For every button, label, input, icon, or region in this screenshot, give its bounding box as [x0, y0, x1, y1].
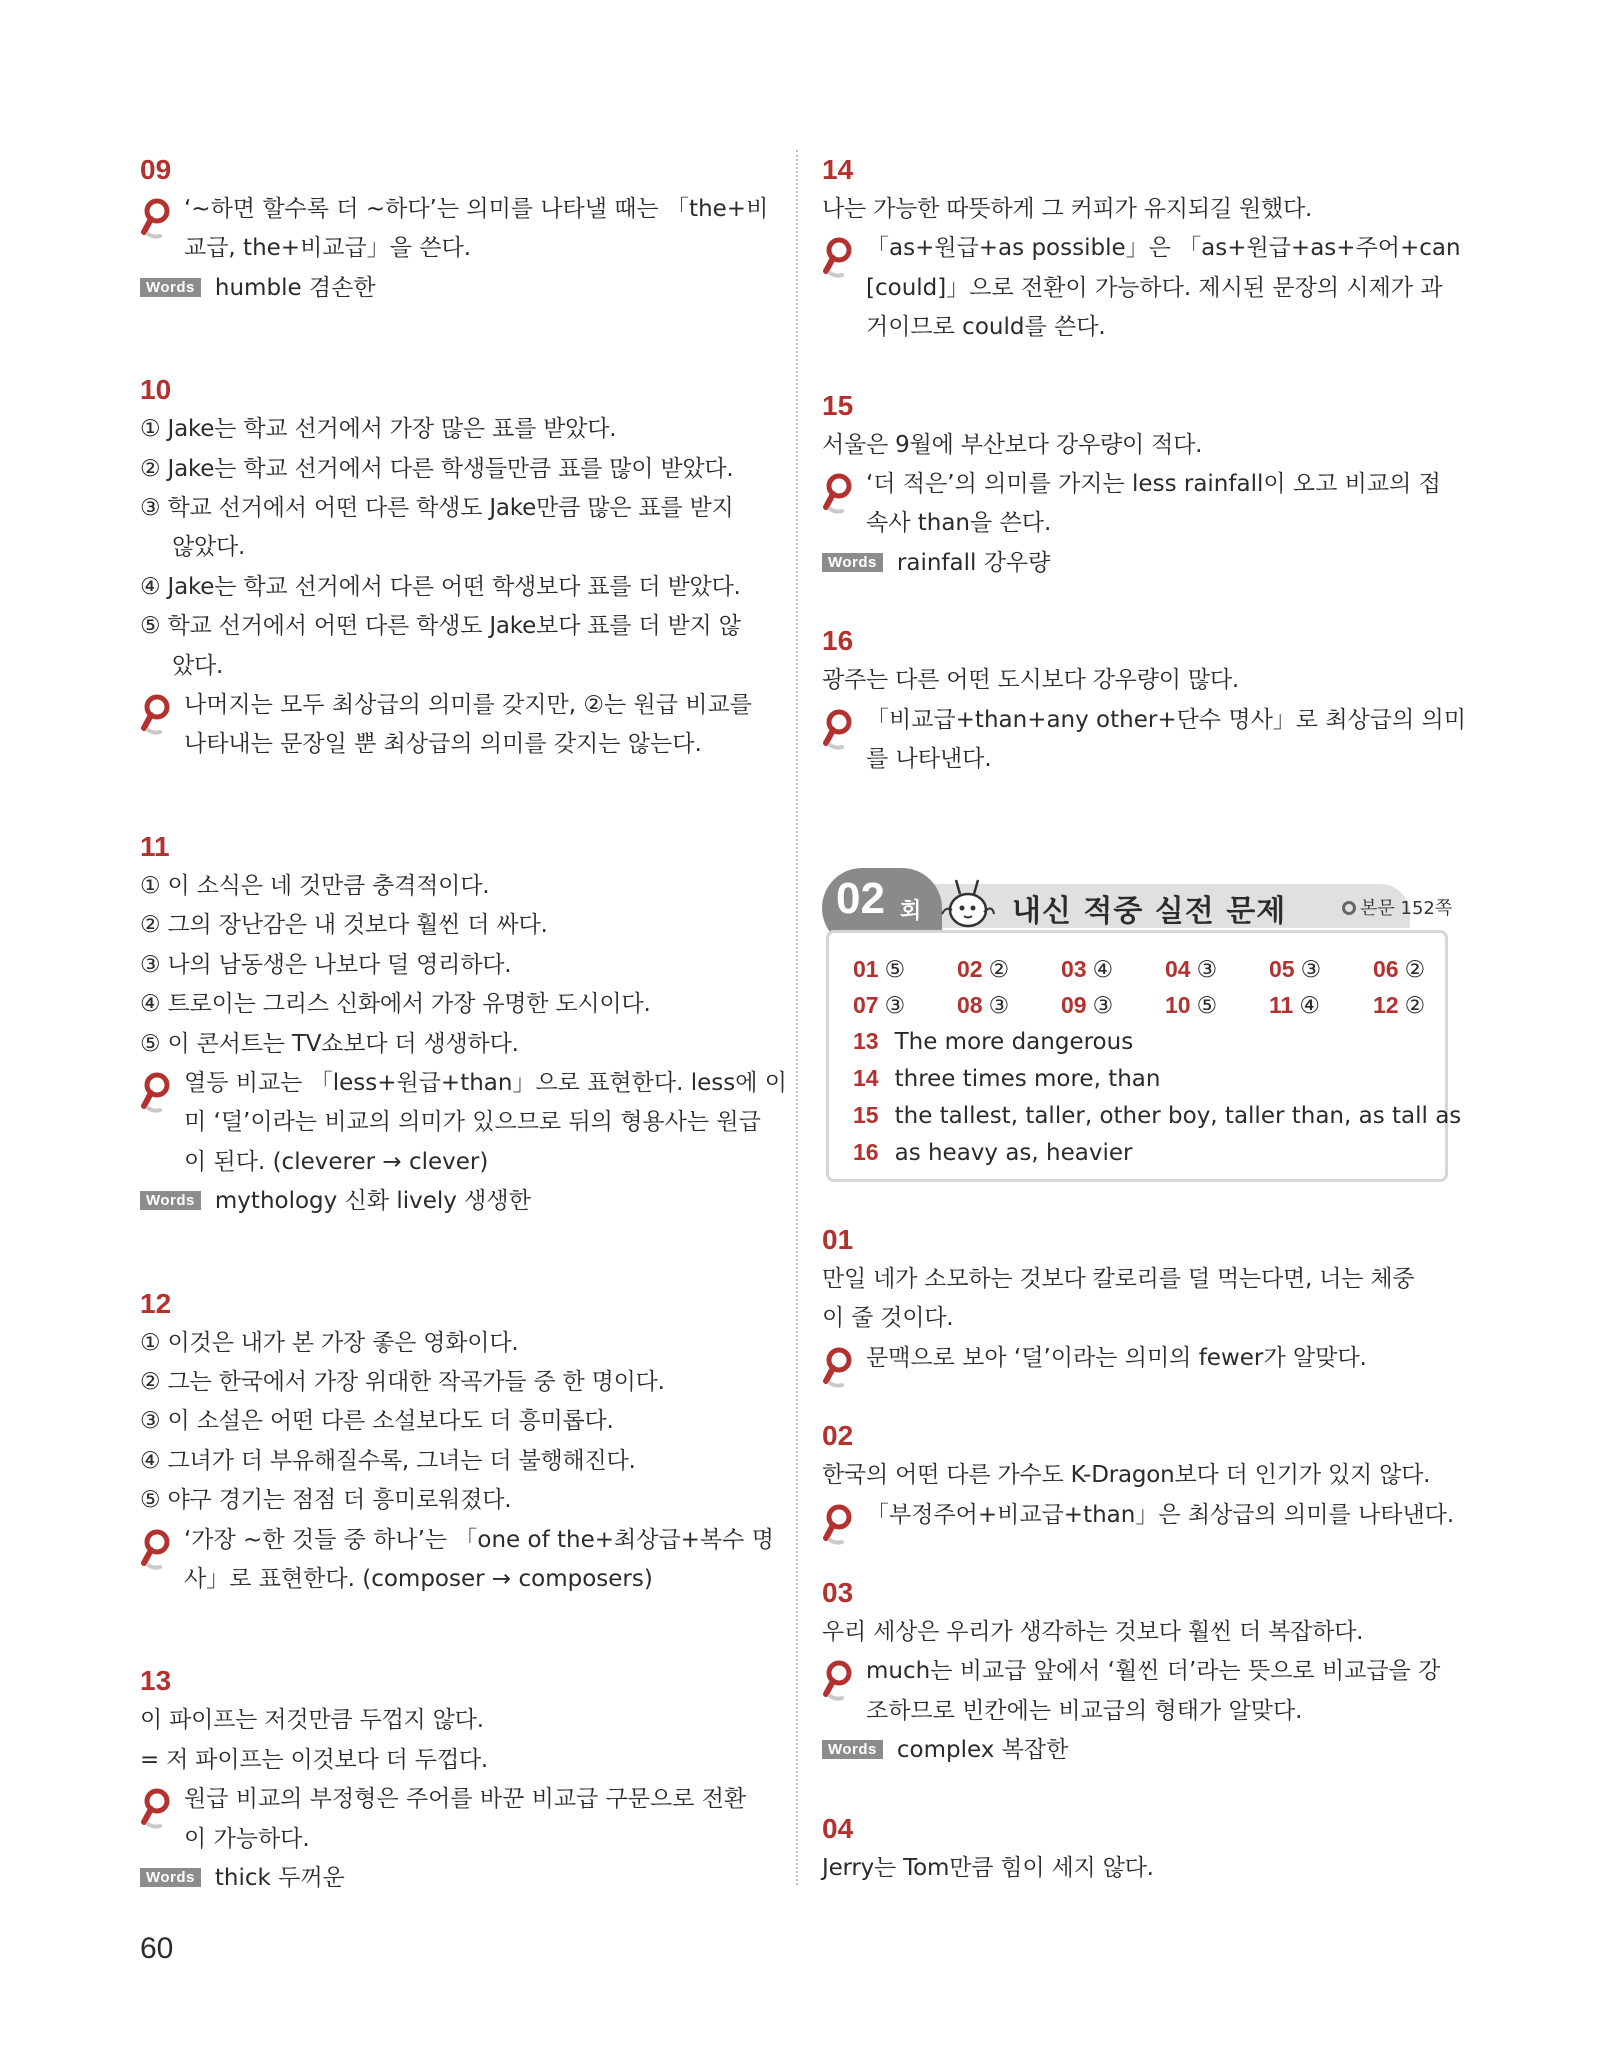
- explanation-line: much는 비교급 앞에서 ‘훨씬 더’라는 뜻으로 비교급을 강: [866, 1658, 1441, 1685]
- answer-value: three times more, than: [894, 1066, 1161, 1092]
- translation-line: ③ 나의 남동생은 나보다 덜 영리하다.: [140, 951, 512, 978]
- answer-number: 03: [1061, 956, 1087, 982]
- answer-value: as heavy as, heavier: [894, 1140, 1133, 1166]
- section-title: 내신 적중 실전 문제: [1012, 894, 1287, 929]
- answer-value: the tallest, taller, other boy, taller than, as tall as: [894, 1103, 1462, 1129]
- question-q10: [140, 370, 772, 765]
- question-q15: [822, 386, 1454, 584]
- translation-line: 나는 가능한 따뜻하게 그 커피가 유지되길 원했다.: [822, 196, 1313, 222]
- translation-line: ④ 그녀가 더 부유해질수록, 그녀는 더 불행해진다.: [140, 1447, 636, 1474]
- words-vocab: [822, 1731, 1454, 1770]
- answer-value: ③: [1092, 993, 1114, 1019]
- translation-line: ① 이 소식은 네 것만큼 충격적이다.: [140, 872, 490, 899]
- left-column: [140, 150, 787, 1898]
- question-q16: [822, 621, 1466, 779]
- answer-number: 16: [853, 1139, 879, 1165]
- answer-number: 05: [1269, 956, 1295, 982]
- question-q12: [140, 1284, 772, 1600]
- explanation-line: 「비교급+than+any other+단수 명사」로 최상급의 의미: [866, 706, 1466, 733]
- answer-number: 11: [1269, 992, 1294, 1018]
- words-badge: Words: [140, 1191, 201, 1210]
- answer-number: 01: [853, 956, 879, 982]
- words-vocab: [822, 544, 1454, 583]
- answer-item: [853, 951, 905, 988]
- magnifier-icon: [822, 1347, 856, 1391]
- translation-line: ② Jake는 학교 선거에서 다른 학생들만큼 표를 많이 받았다.: [140, 455, 734, 482]
- vocab-text: thick 두꺼운: [214, 1865, 345, 1891]
- explanation-line: 조하므로 빈칸에는 비교급의 형태가 알맞다.: [866, 1697, 1303, 1724]
- words-badge: Words: [140, 278, 201, 297]
- answer-number: 07: [853, 992, 879, 1018]
- column-divider: [796, 150, 798, 1885]
- question-number: 16: [822, 625, 854, 657]
- question-q09: [140, 150, 772, 308]
- translation-line: ④ Jake는 학교 선거에서 다른 어떤 학생보다 표를 더 받았다.: [140, 573, 741, 600]
- answer-long-item: [853, 1023, 1433, 1060]
- vocab-text: mythology 신화 lively 생생한: [214, 1188, 531, 1215]
- question-number: 01: [822, 1224, 854, 1255]
- translation-line: ③ 이 소설은 어떤 다른 소설보다도 더 흥미롭다.: [140, 1408, 614, 1435]
- explanation-note: [822, 1496, 1454, 1535]
- words-vocab: [140, 1182, 772, 1221]
- answer-item: [1061, 987, 1113, 1024]
- translation-line: ④ 트로이는 그리스 신화에서 가장 유명한 도시이다.: [140, 991, 651, 1018]
- answer-row: [853, 951, 1433, 987]
- words-vocab: [140, 269, 772, 308]
- explanation-line: 문맥으로 보아 ‘덜’이라는 의미의 fewer가 알맞다.: [866, 1344, 1367, 1371]
- magnifier-icon: [140, 1788, 174, 1832]
- answer-value: ④: [1092, 957, 1114, 983]
- translation-line: ① Jake는 학교 선거에서 가장 많은 표를 받았다.: [140, 416, 617, 443]
- translation-line: 않았다.: [172, 534, 246, 561]
- answer-number: 13: [853, 1028, 879, 1054]
- explanation-note: [822, 701, 1466, 780]
- answer-value: ④: [1299, 993, 1320, 1019]
- question-number: 15: [822, 389, 854, 421]
- answer-value: ②: [1404, 957, 1426, 983]
- section-number-suffix: 회: [900, 899, 922, 924]
- answer-item: [957, 987, 1009, 1024]
- translation-line: 서울은 9월에 부산보다 강우량이 적다.: [822, 431, 1203, 458]
- translation-line: ① 이것은 내가 본 가장 좋은 영화이다.: [140, 1329, 519, 1356]
- section-number: 02: [836, 874, 885, 923]
- question-s01: [822, 1220, 1454, 1378]
- magnifier-icon: [822, 237, 856, 281]
- question-number: 10: [140, 374, 172, 406]
- magnifier-icon: [140, 198, 174, 242]
- explanation-line: 나타내는 문장일 뿐 최상급의 의미를 갖지는 않는다.: [184, 731, 702, 758]
- question-number: 13: [140, 1665, 172, 1697]
- magnifier-icon: [822, 709, 856, 753]
- translation-line: = 저 파이프는 이것보다 더 두껍다.: [140, 1746, 488, 1773]
- explanation-line: 속사 than을 쓴다.: [866, 510, 1052, 537]
- page-number: 60: [140, 1932, 174, 1965]
- answer-row: [853, 987, 1433, 1023]
- question-number: 03: [822, 1577, 854, 1609]
- explanation-note: [822, 229, 1461, 347]
- answer-number: 09: [1061, 992, 1087, 1018]
- explanation-line: [could]」으로 전환이 가능하다. 제시된 문장의 시제가 과: [866, 274, 1443, 301]
- circle-bullet-icon: [1342, 901, 1356, 915]
- answer-item: [1061, 951, 1113, 988]
- answer-long-item: [853, 1134, 1433, 1171]
- question-q14: [822, 150, 1461, 348]
- answer-item: [1269, 987, 1320, 1024]
- answer-long-item: [853, 1097, 1462, 1134]
- translation-line: 만일 네가 소모하는 것보다 칼로리를 덜 먹는다면, 너는 체중: [822, 1266, 1415, 1292]
- magnifier-icon: [140, 1072, 174, 1116]
- words-badge: Words: [822, 553, 883, 572]
- question-s02: [822, 1416, 1454, 1535]
- explanation-line: ‘가장 ~한 것들 중 하나’는 「one of the+최상급+복수 명: [184, 1526, 774, 1553]
- answer-number: 08: [957, 992, 983, 1018]
- vocab-text: humble 겸손한: [214, 274, 376, 301]
- answer-item: [1373, 987, 1425, 1024]
- translation-line: Jerry는 Tom만큼 힘이 세지 않다.: [822, 1854, 1154, 1881]
- answer-value: The more dangerous: [894, 1029, 1134, 1055]
- answer-number: 15: [853, 1102, 879, 1128]
- answer-long-item: [853, 1060, 1433, 1097]
- words-badge: Words: [140, 1868, 201, 1887]
- explanation-note: [140, 1064, 787, 1182]
- answer-key-box: [826, 930, 1462, 1182]
- magnifier-icon: [822, 473, 856, 517]
- explanation-line: 이 된다. (cleverer → clever): [184, 1148, 489, 1175]
- explanation-note: [822, 1652, 1454, 1731]
- question-number: 12: [140, 1287, 172, 1319]
- translation-line: ③ 학교 선거에서 어떤 다른 학생도 Jake만큼 많은 표를 받지: [140, 495, 734, 522]
- answer-item: [1269, 951, 1321, 988]
- right-column-bottom: [822, 1220, 1454, 1888]
- page-reference: 본문 152쪽: [1342, 894, 1452, 920]
- question-s03: [822, 1573, 1454, 1771]
- explanation-note: [822, 465, 1454, 544]
- magnifier-icon: [822, 1660, 856, 1704]
- explanation-line: ‘~하면 할수록 더 ~하다’는 의미를 나타낼 때는 「the+비: [184, 196, 769, 222]
- right-column-top: [822, 150, 1466, 779]
- explanation-line: ‘더 적은’의 의미를 가지는 less rainfall이 오고 비교의 접: [866, 471, 1441, 498]
- explanation-line: 「부정주어+비교급+than」은 최상급의 의미를 나타낸다.: [866, 1501, 1455, 1528]
- explanation-line: 원급 비교의 부정형은 주어를 바꾼 비교급 구문으로 전환: [184, 1786, 747, 1813]
- answer-grid: [853, 951, 1462, 1171]
- explanation-line: 열등 비교는 「less+원급+than」으로 표현한다. less에 이: [184, 1069, 787, 1096]
- magnifier-icon: [140, 694, 174, 738]
- translation-line: 았다.: [172, 652, 224, 679]
- words-vocab: [140, 1859, 772, 1898]
- answer-value: ③: [884, 993, 906, 1019]
- translation-line: 한국의 어떤 다른 가수도 K-Dragon보다 더 인기가 있지 않다.: [822, 1462, 1431, 1489]
- answer-number: 04: [1165, 956, 1191, 982]
- answer-value: ②: [988, 957, 1010, 983]
- explanation-line: 미 ‘덜’이라는 비교의 의미가 있으므로 뒤의 형용사는 원급: [184, 1109, 761, 1136]
- answer-value: ②: [1404, 993, 1426, 1019]
- answer-value: ⑤: [884, 957, 906, 983]
- section-02-answers: [822, 868, 1462, 1198]
- mascot-icon: [938, 874, 998, 930]
- explanation-line: 사」로 표현한다. (composer → composers): [184, 1565, 653, 1592]
- answer-number: 10: [1165, 992, 1191, 1018]
- answer-item: [957, 951, 1009, 988]
- answer-number: 06: [1373, 956, 1399, 982]
- explanation-note: [822, 1339, 1454, 1378]
- question-number: 14: [822, 154, 854, 185]
- answer-value: ③: [1196, 957, 1218, 983]
- translation-line: 이 줄 것이다.: [822, 1305, 954, 1332]
- translation-line: ⑤ 야구 경기는 점점 더 흥미로워졌다.: [140, 1487, 512, 1514]
- explanation-line: 거이므로 could를 쓴다.: [866, 314, 1106, 341]
- answer-item: [1165, 951, 1217, 988]
- question-number: 04: [822, 1812, 854, 1844]
- answer-item: [1373, 951, 1425, 988]
- translation-line: 광주는 다른 어떤 도시보다 강우량이 많다.: [822, 667, 1239, 694]
- answer-number: 12: [1373, 992, 1399, 1018]
- magnifier-icon: [822, 1504, 856, 1548]
- translation-line: ② 그의 장난감은 내 것보다 훨씬 더 싸다.: [140, 912, 548, 939]
- magnifier-icon: [140, 1529, 174, 1573]
- answer-item: [1165, 987, 1217, 1024]
- vocab-text: rainfall 강우량: [896, 549, 1051, 576]
- question-q13: [140, 1661, 772, 1898]
- explanation-line: 교급, the+비교급」을 쓴다.: [184, 235, 472, 262]
- answer-number: 14: [853, 1065, 879, 1091]
- explanation-line: 를 나타낸다.: [866, 746, 992, 773]
- explanation-note: [140, 686, 772, 765]
- explanation-line: 나머지는 모두 최상급의 의미를 갖지만, ②는 원급 비교를: [184, 692, 752, 719]
- translation-line: ⑤ 학교 선거에서 어떤 다른 학생도 Jake보다 표를 더 받지 않: [140, 613, 741, 640]
- question-number: 09: [140, 154, 172, 185]
- question-s04: [822, 1809, 1454, 1888]
- words-badge: Words: [822, 1740, 883, 1759]
- explanation-note: [140, 1521, 772, 1600]
- translation-line: ② 그는 한국에서 가장 위대한 작곡가들 중 한 명이다.: [140, 1368, 665, 1395]
- translation-line: ⑤ 이 콘서트는 TV쇼보다 더 생생하다.: [140, 1030, 519, 1057]
- translation-line: 우리 세상은 우리가 생각하는 것보다 훨씬 더 복잡하다.: [822, 1619, 1364, 1646]
- answer-value: ③: [1300, 957, 1322, 983]
- explanation-note: [140, 190, 772, 269]
- explanation-line: 이 가능하다.: [184, 1825, 310, 1852]
- answer-number: 02: [957, 956, 983, 982]
- explanation-line: 「as+원급+as possible」은 「as+원급+as+주어+can: [866, 235, 1461, 262]
- translation-line: 이 파이프는 저것만큼 두껍지 않다.: [140, 1707, 484, 1734]
- answer-value: ⑤: [1196, 993, 1218, 1019]
- question-q11: [140, 827, 787, 1222]
- answer-item: [853, 987, 905, 1024]
- explanation-note: [140, 1780, 772, 1859]
- question-number: 02: [822, 1420, 854, 1452]
- vocab-text: complex 복잡한: [896, 1737, 1069, 1764]
- answer-value: ③: [988, 993, 1010, 1019]
- question-number: 11: [140, 830, 170, 862]
